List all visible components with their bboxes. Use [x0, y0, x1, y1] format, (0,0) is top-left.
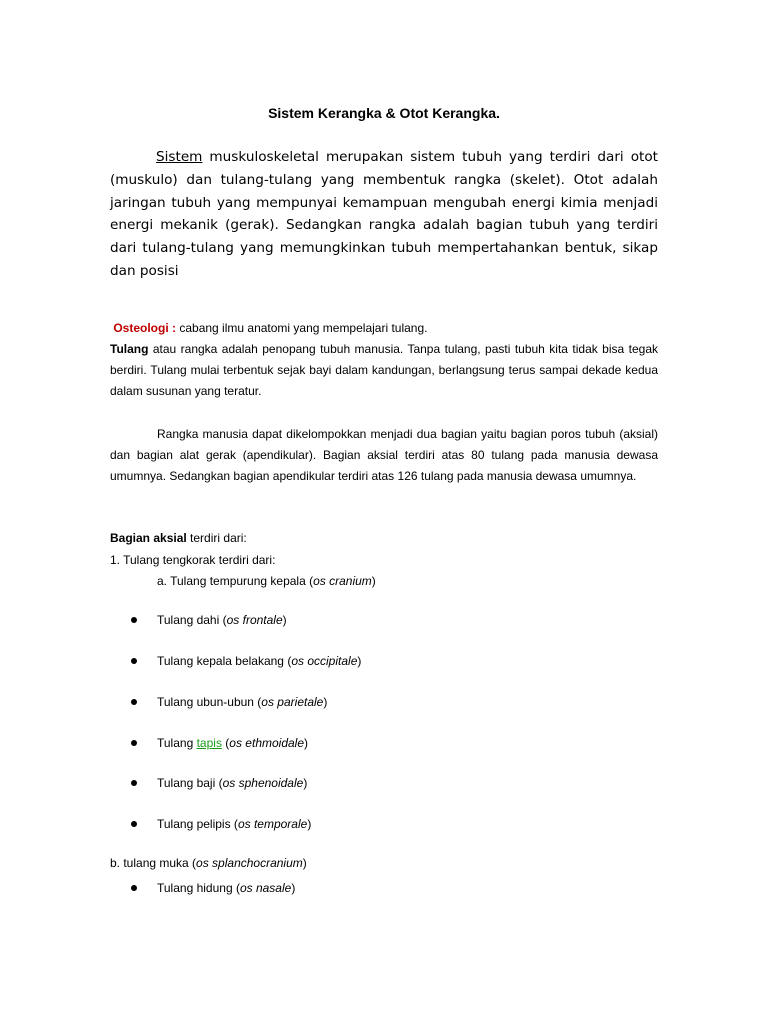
- item-b: b. tulang muka (os splanchocranium): [110, 856, 307, 870]
- bullet-icon: [131, 780, 137, 786]
- bullet-text: Tulang dahi (os frontale): [157, 613, 287, 627]
- rangka-paragraph: Rangka manusia dapat dikelompokkan menjadi dua bagian yaitu bagian poros tubuh (aksial) dan bagian alat gerak (apendikular). Bagian aksial terdiri atas 80 tulang pada manusia dewasa umumnya. Sedangkan bagian apendikular terdiri atas 126 tulang pada manusia dewasa umumnya.: [110, 427, 658, 483]
- tapis-link[interactable]: tapis: [196, 736, 222, 750]
- bullet-icon: [131, 658, 137, 664]
- bullet-text: Tulang ubun-ubun (os parietale): [157, 695, 328, 709]
- intro-text: muskuloskeletal merupakan sistem tubuh yang terdiri dari otot (muskulo) dan tulang-tulang yang membentuk rangka (skelet). Otot adalah jaringan tubuh yang mempunyai kemampuan mengubah energi kimia menjadi energi mekanik (gerak). Sedangkan rangka adalah bagian tubuh yang terdiri dari tulang-tulang yang memungkinkan tubuh mempertahankan bentuk, sikap dan posisi: [110, 149, 658, 279]
- aksial-text: terdiri dari:: [186, 531, 247, 545]
- sistem-link[interactable]: Sistem: [156, 149, 203, 165]
- tulang-term: Tulang: [110, 342, 149, 356]
- bullet-text: Tulang pelipis (os temporale): [157, 817, 312, 831]
- intro-paragraph: [110, 146, 658, 283]
- tulang-text: atau rangka adalah penopang tubuh manusia. Tanpa tulang, pasti tubuh kita tidak bisa tegak berdiri. Tulang mulai terbentuk sejak bayi dalam kandungan, berlangsung terus sampai dekade kedua dalam susunan yang teratur.: [110, 342, 658, 398]
- osteologi-line: [110, 318, 658, 339]
- bullet-text: Tulang kepala belakang (os occipitale): [157, 654, 362, 668]
- bullet-text: Tulang baji (os sphenoidale): [157, 776, 308, 790]
- osteologi-definition: cabang ilmu anatomi yang mempelajari tulang.: [176, 321, 428, 335]
- bullet-icon: [131, 821, 137, 827]
- bullet-icon: [131, 617, 137, 623]
- document-title: Sistem Kerangka & Otot Kerangka.: [268, 105, 500, 121]
- aksial-heading: [110, 529, 247, 547]
- bullet-text: Tulang hidung (os nasale): [157, 881, 296, 895]
- osteologi-block: [110, 318, 658, 402]
- osteologi-term: Osteologi :: [113, 321, 177, 335]
- tulang-paragraph: [110, 339, 658, 402]
- item-1: 1. Tulang tengkorak terdiri dari:: [110, 553, 276, 567]
- bullet-icon: [131, 740, 137, 746]
- item-a: a. Tulang tempurung kepala (os cranium): [157, 574, 376, 588]
- aksial-term: Bagian aksial: [110, 531, 187, 545]
- bullet-text: Tulang tapis (os ethmoidale): [157, 736, 309, 750]
- bullet-icon: [131, 885, 137, 891]
- bullet-icon: [131, 699, 137, 705]
